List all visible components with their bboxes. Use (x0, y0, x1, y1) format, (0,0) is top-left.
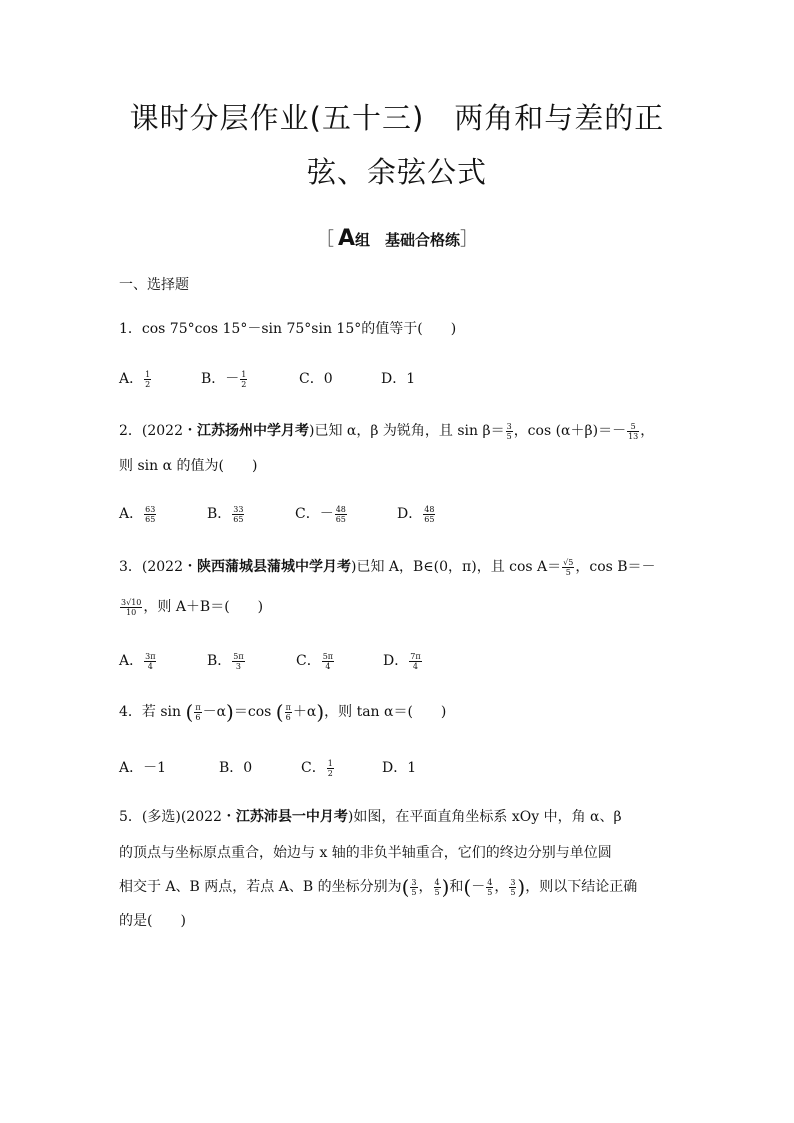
q3-option-d: D． $\frac{7\pi}{4}$ (383, 651, 421, 671)
page-title-line1: 课时分层作业(五十三) 两角和与差的正 (129, 101, 665, 135)
q4-text: 4．若 sin ( $\frac{\pi}{6}$ －α)＝cos ( $\frac{\pi}{6}$ ＋α)，则 tan α＝( ) (119, 700, 447, 724)
q5-text-line2: 的顶点与坐标原点重合，始边与 x 轴的非负半轴重合，它们的终边分别与单位圆 (119, 845, 612, 861)
q5-text-line3: 相交于 A、B 两点，若点 A、B 的坐标分别为( $\frac{3}{5}$ ， $\frac{4}{5}$ )和(－ $\frac{4}{5}$ ， $\frac{3}{5}$ )，则以下结论正确 (119, 875, 638, 899)
q1-option-d: D．1 (381, 371, 416, 387)
q2-option-a: A． $\frac{63}{65}$ (119, 504, 156, 524)
group-heading (0, 225, 794, 251)
q4-option-b: B．0 (219, 760, 253, 776)
q3-option-c: C． $\frac{5\pi}{4}$ (296, 651, 334, 671)
q1-option-b: B．－ $\frac{1}{2}$ (201, 369, 247, 389)
q5-text-line1: 5．(多选)(2022・江苏沛县一中月考)如图，在平面直角坐标系 xOy 中，角 α、β (119, 809, 622, 825)
group-bracket-close: ］ (460, 229, 479, 250)
q3-option-b: B． $\frac{5\pi}{3}$ (207, 651, 244, 671)
q3-text-line1: 3．(2022・陕西蒲城县蒲城中学月考)已知 A，B∈(0，π)，且 cos A＝ $\frac{√5}{5}$ ，cos B＝－ (119, 557, 656, 577)
q2-option-c: C．－ $\frac{48}{65}$ (295, 504, 346, 524)
q2-option-b: B． $\frac{33}{65}$ (207, 504, 244, 524)
q2-option-d: D． $\frac{48}{65}$ (397, 504, 435, 524)
section-heading: 一、选择题 (119, 277, 189, 293)
q3-option-a: A． $\frac{3\pi}{4}$ (119, 651, 156, 671)
q3-text-line2: $\frac{3√10}{10}$ ，则 A＋B＝( ) (121, 597, 264, 617)
group-label: 组 基础合格练 (355, 231, 461, 249)
page-title-line2: 弦、余弦公式 (306, 155, 487, 189)
q4-option-d: D．1 (382, 760, 417, 776)
q2-text-line1: 2．(2022・江苏扬州中学月考)已知 α，β 为锐角，且 sin β＝ $\frac{3}{5}$ ，cos (α＋β)＝－ $\frac{5}{13}$ ， (119, 421, 655, 441)
q1-option-a: A． $\frac{1}{2}$ (119, 369, 151, 389)
q4-option-a: A．－1 (119, 760, 167, 776)
group-bracket-open: ［ (315, 229, 334, 250)
q2-text-line2: 则 sin α 的值为( ) (119, 458, 258, 474)
q5-text-line4: 的是( ) (119, 913, 186, 929)
group-letter: A (337, 226, 355, 251)
q1-option-c: C．0 (299, 371, 333, 387)
q1-text: 1．cos 75°cos 15°－sin 75°sin 15°的值等于( ) (119, 321, 457, 337)
q4-option-c: C． $\frac{1}{2}$ (301, 758, 333, 778)
